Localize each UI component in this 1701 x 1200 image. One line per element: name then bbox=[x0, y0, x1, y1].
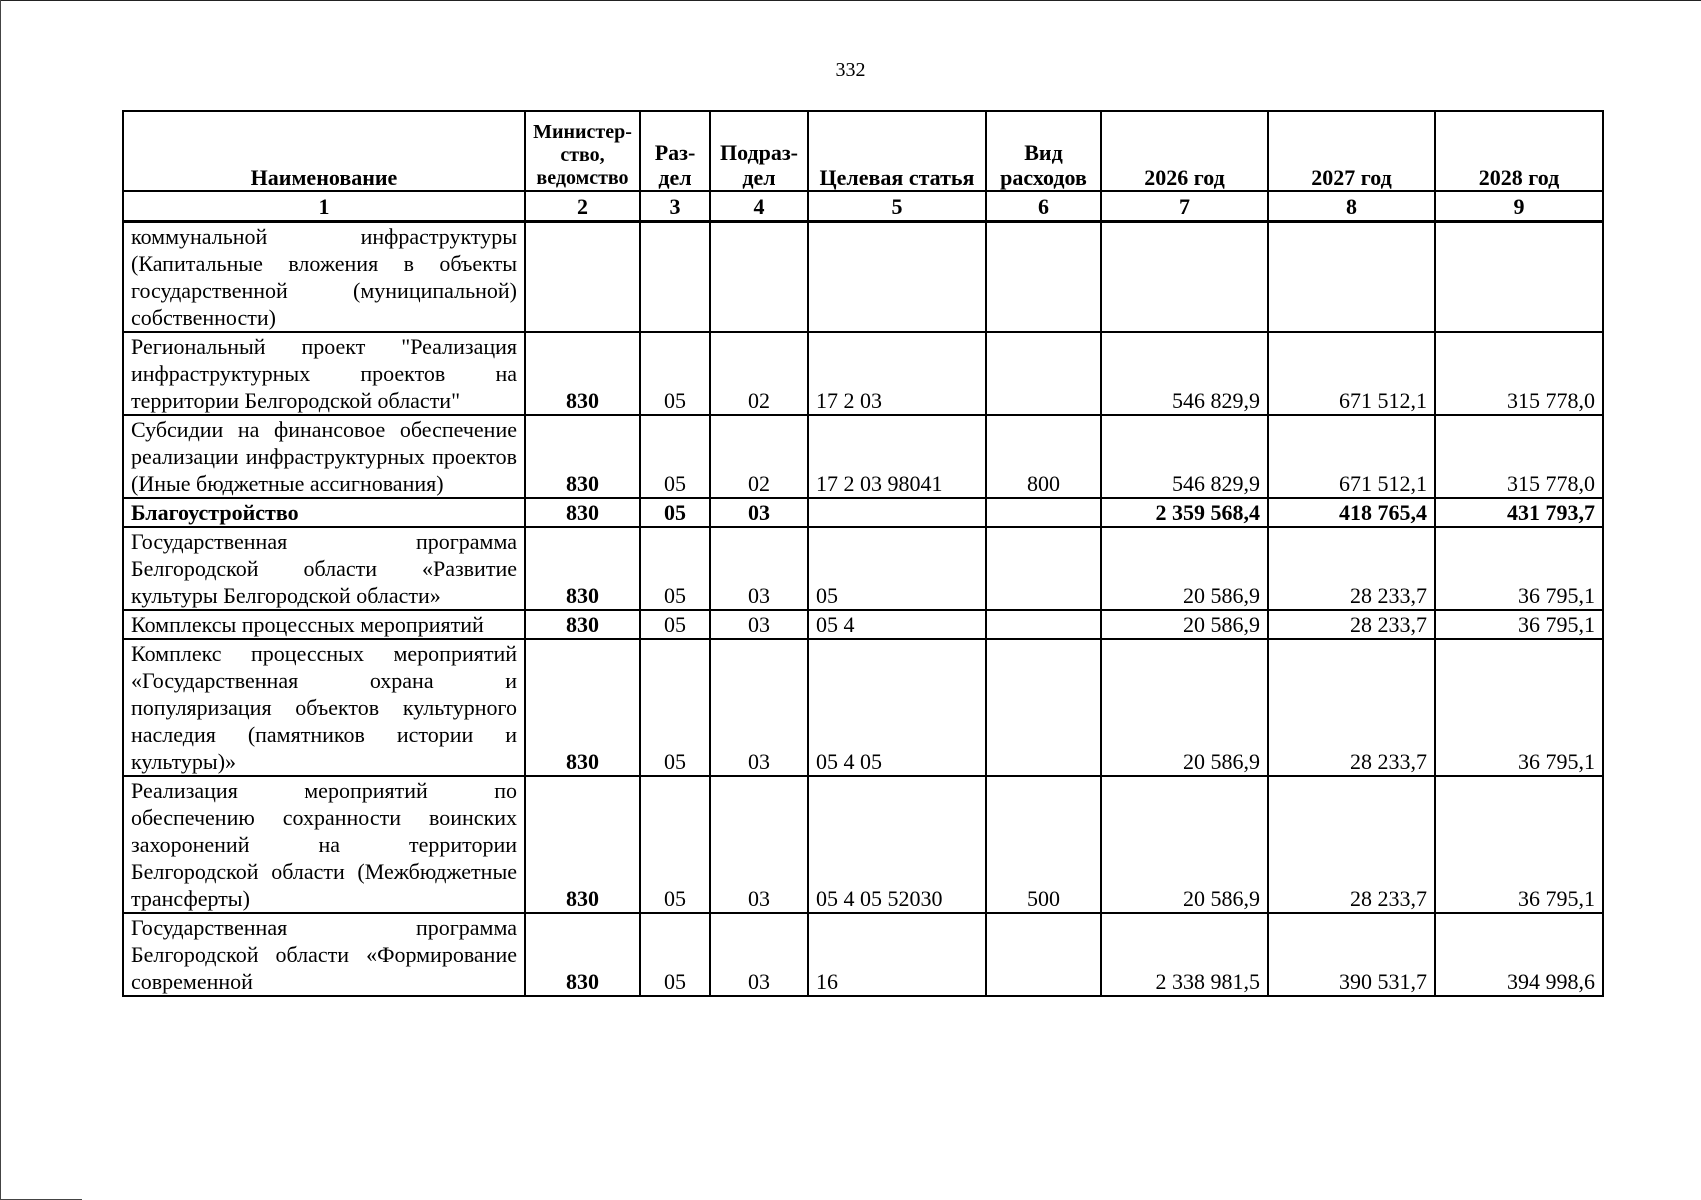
header-target: Целевая статья bbox=[808, 111, 986, 191]
row-2028: 394 998,6 bbox=[1435, 913, 1603, 996]
budget-table bbox=[122, 110, 1604, 997]
column-number: 5 bbox=[808, 191, 986, 222]
column-number: 9 bbox=[1435, 191, 1603, 222]
table-row bbox=[123, 913, 1603, 996]
row-subsection: 02 bbox=[710, 415, 808, 498]
row-ministry bbox=[525, 222, 640, 333]
row-ministry: 830 bbox=[525, 527, 640, 610]
row-expense-type bbox=[986, 332, 1101, 415]
row-target: 17 2 03 bbox=[808, 332, 986, 415]
row-section bbox=[640, 222, 710, 333]
row-2027: 418 765,4 bbox=[1268, 498, 1435, 527]
row-section: 05 bbox=[640, 639, 710, 776]
row-section: 05 bbox=[640, 610, 710, 639]
row-2027: 671 512,1 bbox=[1268, 332, 1435, 415]
row-2028: 36 795,1 bbox=[1435, 639, 1603, 776]
row-subsection: 02 bbox=[710, 332, 808, 415]
row-name: Благоустройство bbox=[123, 498, 525, 527]
row-2027: 28 233,7 bbox=[1268, 639, 1435, 776]
page-number: 332 bbox=[835, 59, 866, 81]
row-2027 bbox=[1268, 222, 1435, 333]
table-row bbox=[123, 415, 1603, 498]
row-2026: 20 586,9 bbox=[1101, 776, 1268, 913]
row-subsection: 03 bbox=[710, 776, 808, 913]
header-2027: 2027 год bbox=[1268, 111, 1435, 191]
column-number-row bbox=[123, 191, 1603, 222]
column-number: 4 bbox=[710, 191, 808, 222]
row-2027: 28 233,7 bbox=[1268, 776, 1435, 913]
scan-edge-top bbox=[0, 0, 1701, 1]
row-ministry: 830 bbox=[525, 639, 640, 776]
row-2027: 28 233,7 bbox=[1268, 527, 1435, 610]
row-ministry: 830 bbox=[525, 498, 640, 527]
row-ministry: 830 bbox=[525, 610, 640, 639]
row-target bbox=[808, 222, 986, 333]
row-ministry: 830 bbox=[525, 776, 640, 913]
row-section: 05 bbox=[640, 913, 710, 996]
table-row bbox=[123, 527, 1603, 610]
table-row bbox=[123, 222, 1603, 333]
header-row bbox=[123, 111, 1603, 191]
row-section: 05 bbox=[640, 332, 710, 415]
row-section: 05 bbox=[640, 415, 710, 498]
row-target: 05 4 05 bbox=[808, 639, 986, 776]
table-row bbox=[123, 610, 1603, 639]
scan-edge-left bbox=[0, 0, 1, 1200]
table-row bbox=[123, 639, 1603, 776]
row-2026: 546 829,9 bbox=[1101, 332, 1268, 415]
header-ministry: Министер-ство, ведомство bbox=[525, 111, 640, 191]
row-2027: 390 531,7 bbox=[1268, 913, 1435, 996]
row-name: Субсидии на финансовое обеспечение реализации инфраструктурных проектов (Иные бюджетные ассигнования) bbox=[123, 415, 525, 498]
table-body bbox=[123, 222, 1603, 997]
table-row bbox=[123, 332, 1603, 415]
row-subsection: 03 bbox=[710, 498, 808, 527]
column-number: 3 bbox=[640, 191, 710, 222]
row-expense-type bbox=[986, 498, 1101, 527]
row-name: Комплекс процессных мероприятий «Государственная охрана и популяризация объектов культурного наследия (памятников истории и культуры)» bbox=[123, 639, 525, 776]
row-ministry: 830 bbox=[525, 913, 640, 996]
row-subsection: 03 bbox=[710, 913, 808, 996]
row-name: коммунальной инфраструктуры (Капитальные вложения в объекты государственной (муниципальной) собственности) bbox=[123, 222, 525, 333]
row-expense-type bbox=[986, 639, 1101, 776]
header-expense-type: Вид расходов bbox=[986, 111, 1101, 191]
row-target: 05 bbox=[808, 527, 986, 610]
row-ministry: 830 bbox=[525, 415, 640, 498]
row-expense-type: 800 bbox=[986, 415, 1101, 498]
row-section: 05 bbox=[640, 527, 710, 610]
row-subsection: 03 bbox=[710, 639, 808, 776]
row-expense-type bbox=[986, 222, 1101, 333]
row-2028: 36 795,1 bbox=[1435, 527, 1603, 610]
header-2026: 2026 год bbox=[1101, 111, 1268, 191]
header-subsection: Подраз-дел bbox=[710, 111, 808, 191]
row-2026 bbox=[1101, 222, 1268, 333]
row-target: 05 4 bbox=[808, 610, 986, 639]
row-2026: 20 586,9 bbox=[1101, 527, 1268, 610]
header-2028: 2028 год bbox=[1435, 111, 1603, 191]
row-ministry: 830 bbox=[525, 332, 640, 415]
column-number: 1 bbox=[123, 191, 525, 222]
row-name: Комплексы процессных мероприятий bbox=[123, 610, 525, 639]
row-2027: 28 233,7 bbox=[1268, 610, 1435, 639]
row-2028: 431 793,7 bbox=[1435, 498, 1603, 527]
header-name: Наименование bbox=[123, 111, 525, 191]
table-row-bold bbox=[123, 498, 1603, 527]
column-number: 6 bbox=[986, 191, 1101, 222]
row-2026: 2 359 568,4 bbox=[1101, 498, 1268, 527]
row-2028: 315 778,0 bbox=[1435, 332, 1603, 415]
row-expense-type: 500 bbox=[986, 776, 1101, 913]
column-number: 7 bbox=[1101, 191, 1268, 222]
column-number: 8 bbox=[1268, 191, 1435, 222]
row-name: Реализация мероприятий по обеспечению сохранности воинских захоронений на территории Белгородской области (Межбюджетные трансферты) bbox=[123, 776, 525, 913]
row-2026: 546 829,9 bbox=[1101, 415, 1268, 498]
row-2027: 671 512,1 bbox=[1268, 415, 1435, 498]
row-subsection bbox=[710, 222, 808, 333]
row-target bbox=[808, 498, 986, 527]
row-expense-type bbox=[986, 913, 1101, 996]
row-target: 05 4 05 52030 bbox=[808, 776, 986, 913]
column-number: 2 bbox=[525, 191, 640, 222]
table-row bbox=[123, 776, 1603, 913]
row-subsection: 03 bbox=[710, 610, 808, 639]
row-name: Государственная программа Белгородской области «Развитие культуры Белгородской области» bbox=[123, 527, 525, 610]
row-name: Региональный проект "Реализация инфраструктурных проектов на территории Белгородской области" bbox=[123, 332, 525, 415]
row-name: Государственная программа Белгородской области «Формирование современной bbox=[123, 913, 525, 996]
row-2026: 20 586,9 bbox=[1101, 610, 1268, 639]
row-2028: 36 795,1 bbox=[1435, 776, 1603, 913]
row-2028: 315 778,0 bbox=[1435, 415, 1603, 498]
row-expense-type bbox=[986, 610, 1101, 639]
row-2026: 2 338 981,5 bbox=[1101, 913, 1268, 996]
row-section: 05 bbox=[640, 498, 710, 527]
table-header bbox=[123, 111, 1603, 222]
row-section: 05 bbox=[640, 776, 710, 913]
row-2028: 36 795,1 bbox=[1435, 610, 1603, 639]
row-expense-type bbox=[986, 527, 1101, 610]
row-subsection: 03 bbox=[710, 527, 808, 610]
row-target: 17 2 03 98041 bbox=[808, 415, 986, 498]
header-section: Раз-дел bbox=[640, 111, 710, 191]
row-2028 bbox=[1435, 222, 1603, 333]
row-target: 16 bbox=[808, 913, 986, 996]
row-2026: 20 586,9 bbox=[1101, 639, 1268, 776]
